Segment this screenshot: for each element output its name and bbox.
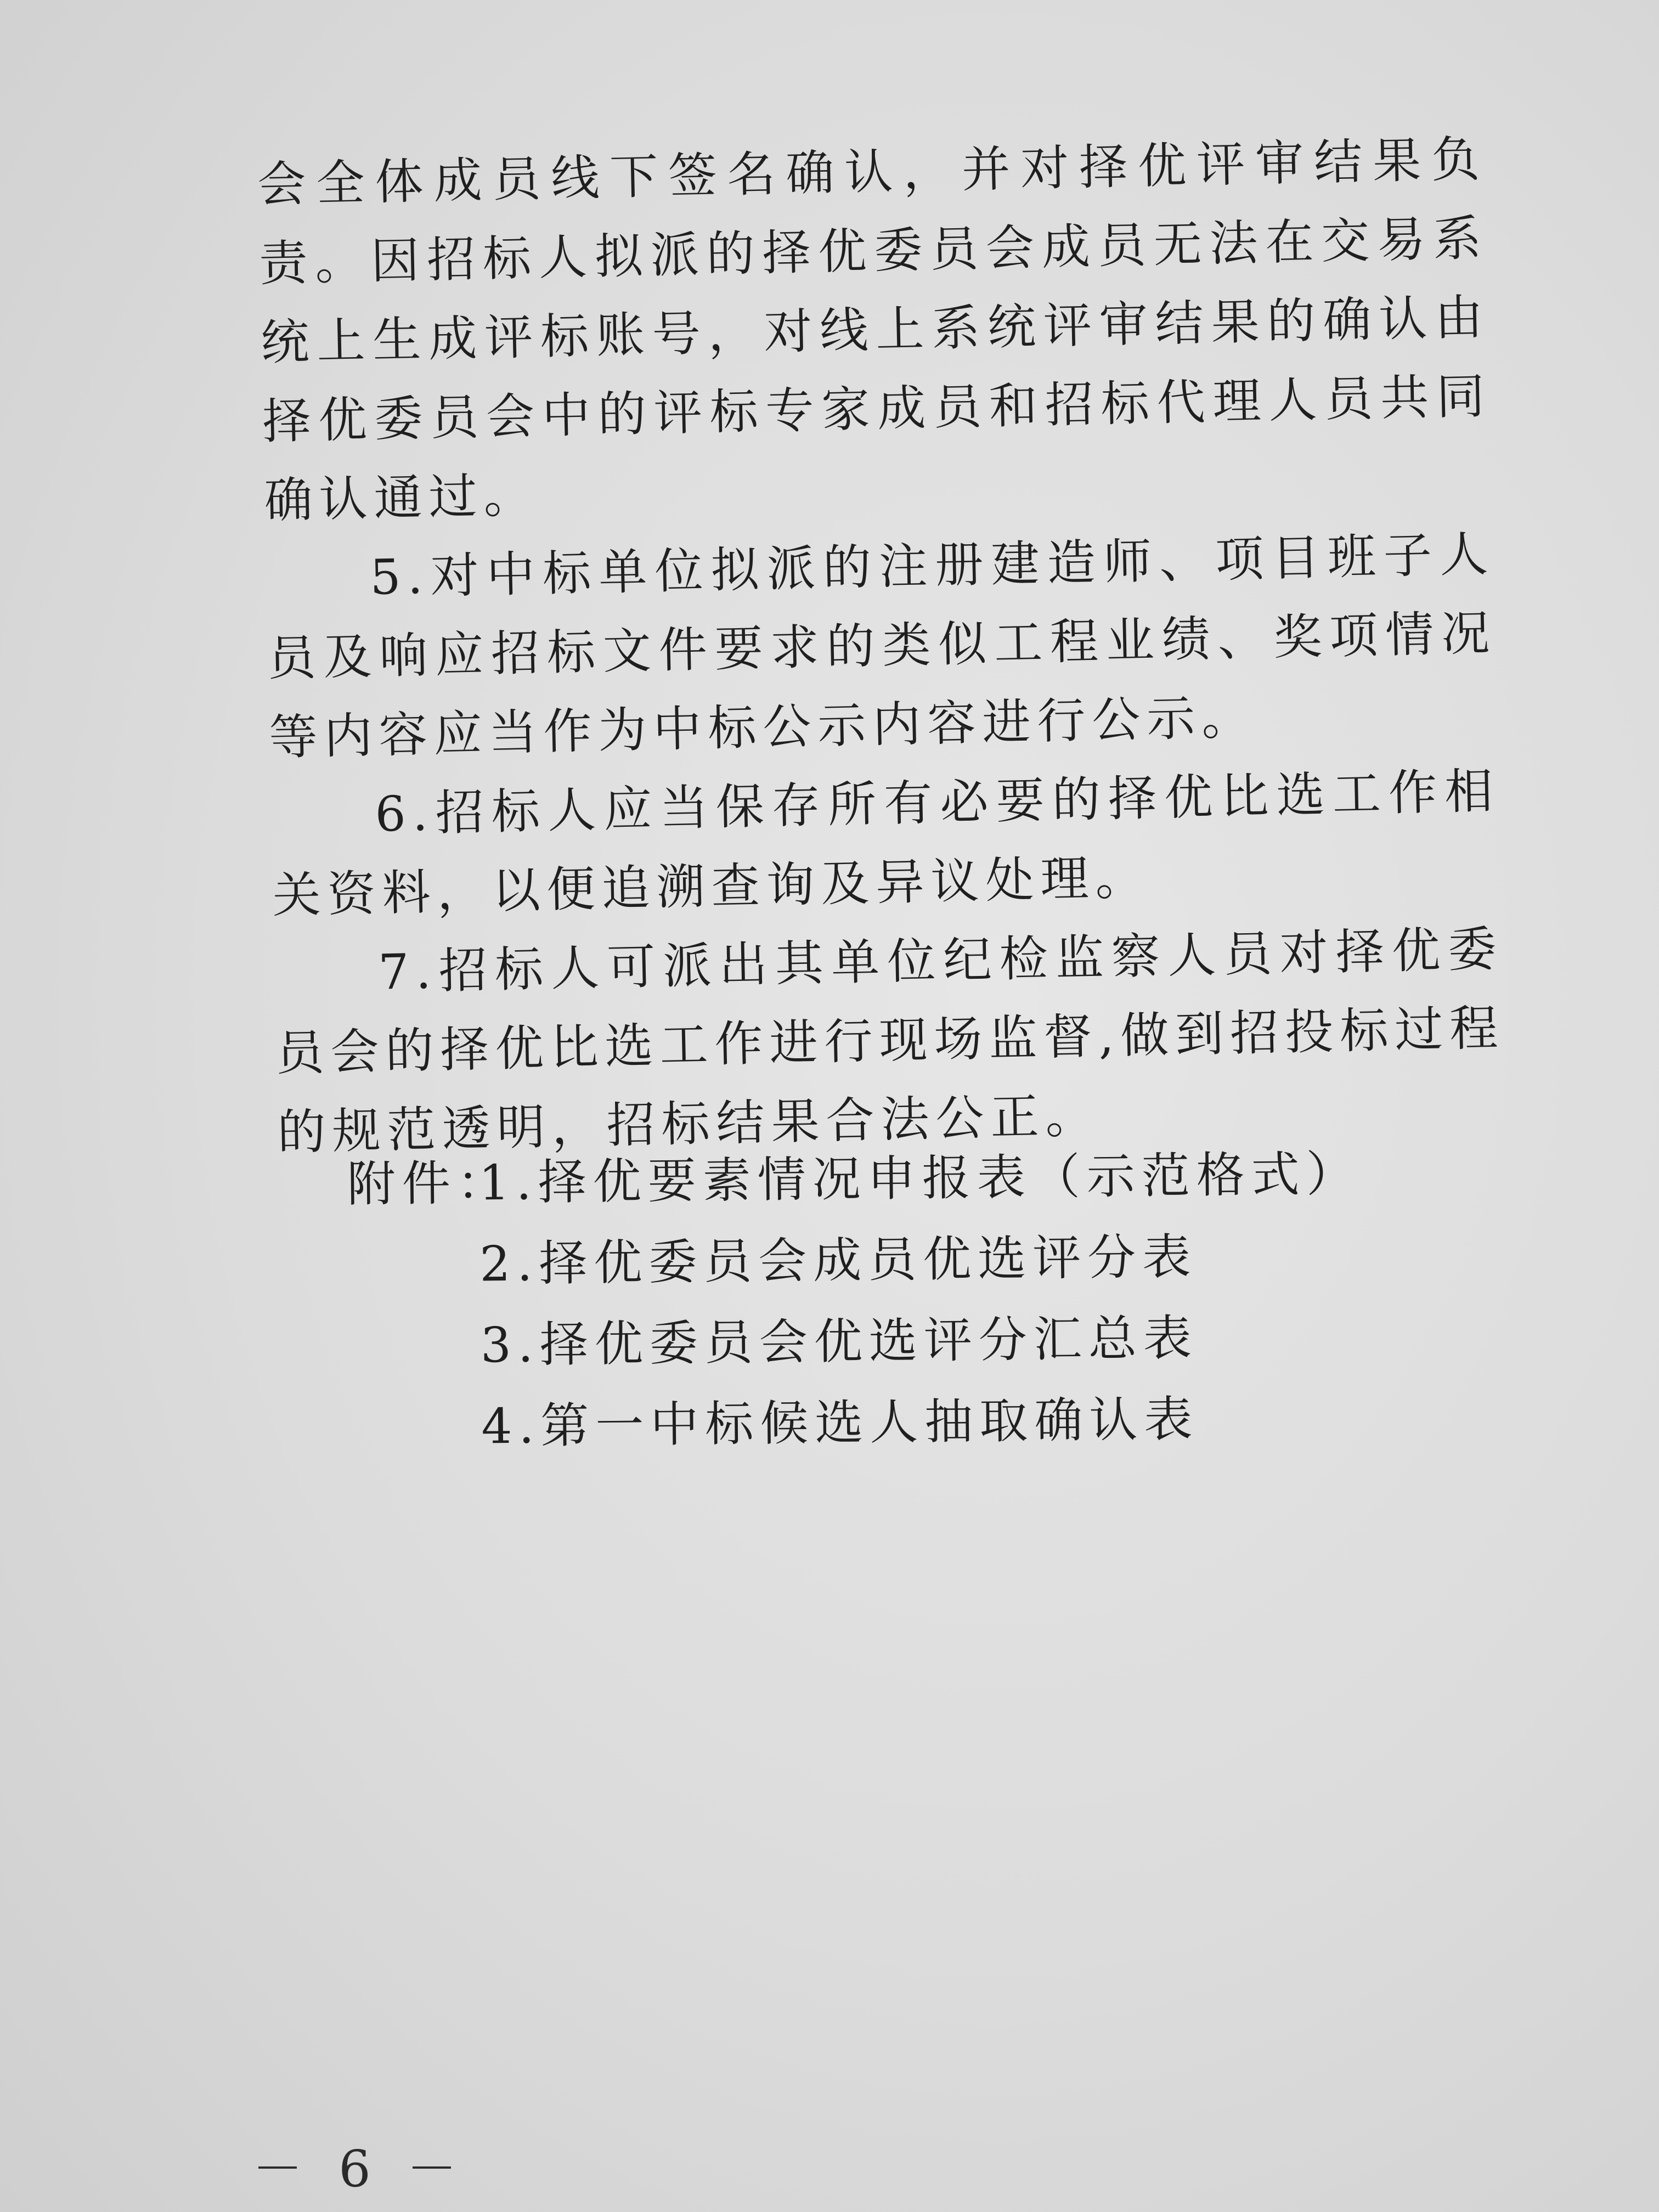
attachment-row (348, 1215, 1362, 1306)
paragraph-continuation: 会全体成员线下签名确认，并对择优评审结果负责。因招标人拟派的择优委员会成员无法在交易系统上生成评标账号，对线上系统评审结果的确认由择优委员会中的评标专家成员和招标代理人员共同确认通过。 (257, 131, 1492, 529)
attachment-item-1: 1.择优要素情况申报表（示范格式） (478, 1145, 1362, 1211)
paragraph-item-6: 6.招标人应当保存所有必要的择优比选工作相关资料，以便追溯查询及异议处理。 (272, 762, 1500, 924)
paragraph-item-5: 5.对中标单位拟派的注册建造师、项目班子人员及响应招标文件要求的类似工程业绩、奖项情况等内容应当作为中标公示内容进行公示。 (267, 525, 1497, 766)
body-text (257, 120, 1507, 1172)
paragraph-item-7: 7.招标人可派出其单位纪检监察人员对择优委员会的择优比选工作进行现场监督,做到招投标过程的规范透明，招标结果合法公正。 (275, 920, 1505, 1161)
attachments-label: 附件： (347, 1154, 512, 1212)
attachment-item-2: 2.择优委员会成员优选评分表 (479, 1228, 1198, 1293)
attachment-item-4: 4.第一中标候选人抽取确认表 (481, 1390, 1199, 1455)
page-number: － 6 － (252, 2140, 467, 2198)
attachment-item-3: 3.择优委员会优选评分汇总表 (480, 1309, 1199, 1374)
attachments-list (347, 1133, 1364, 1469)
attachment-row (347, 1133, 1361, 1225)
attachment-row (349, 1377, 1364, 1469)
attachment-row (348, 1296, 1363, 1387)
